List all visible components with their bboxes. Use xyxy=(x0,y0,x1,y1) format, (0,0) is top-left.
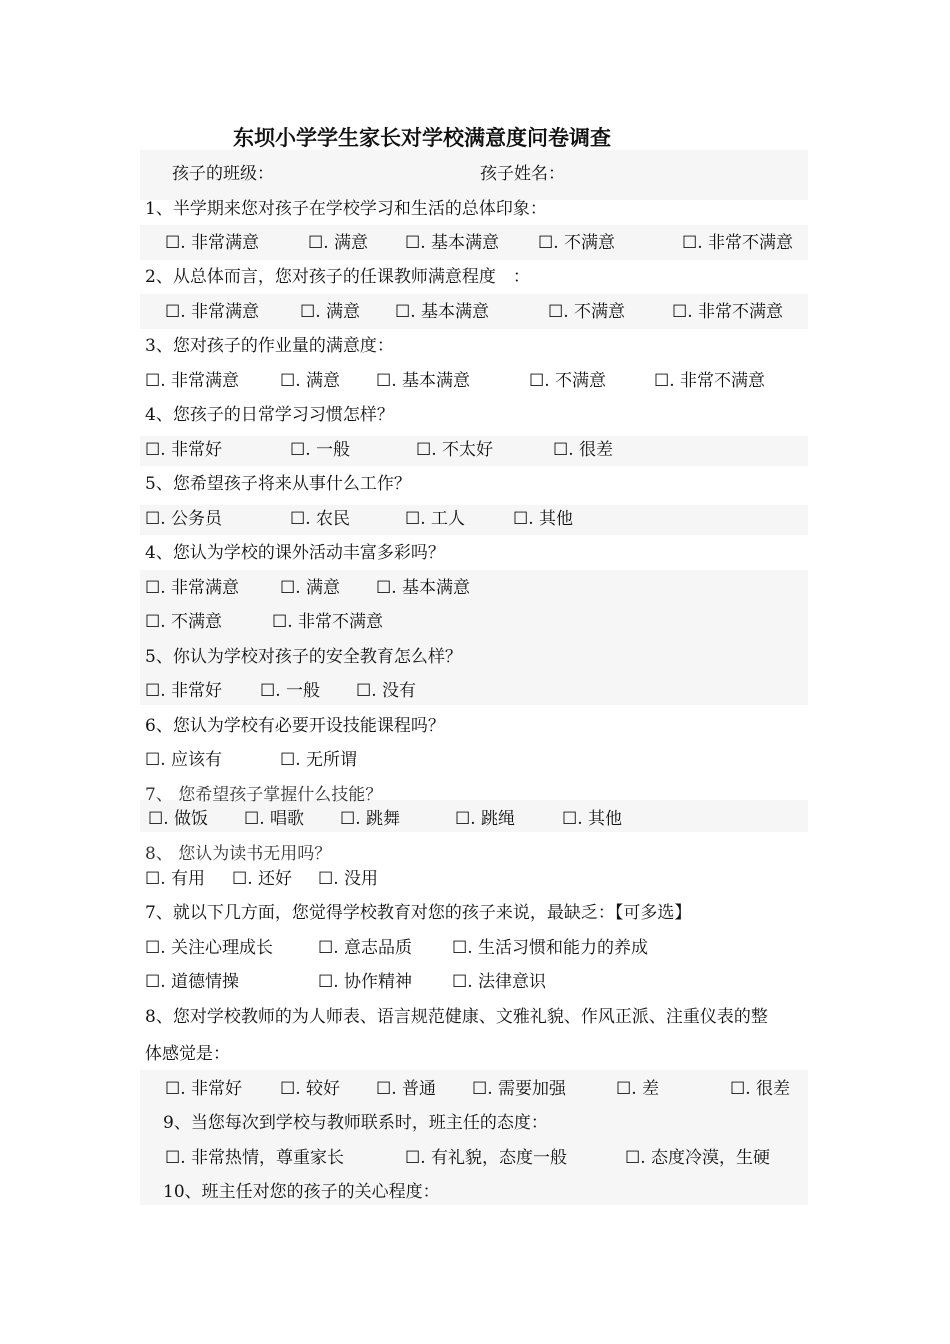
option-very-good[interactable]: ☐. 非常好 xyxy=(145,681,223,701)
option-basically-satisfied[interactable]: ☐. 基本满意 xyxy=(395,302,490,322)
option-very-good[interactable]: ☐. 非常好 xyxy=(165,1079,243,1099)
option-very-satisfied[interactable]: ☐. 非常满意 xyxy=(145,371,240,391)
option-satisfied[interactable]: ☐. 满意 xyxy=(308,233,369,253)
option-singing[interactable]: ☐. 唱歌 xyxy=(244,809,305,829)
option-good[interactable]: ☐. 较好 xyxy=(280,1079,341,1099)
option-satisfied[interactable]: ☐. 满意 xyxy=(280,578,341,598)
option-basically-satisfied[interactable]: ☐. 基本满意 xyxy=(376,371,471,391)
option-very-warm[interactable]: ☐. 非常热情，尊重家长 xyxy=(165,1148,345,1168)
question-11: 7、就以下几方面，您觉得学校教育对您的孩子来说，最缺乏：【可多选】 xyxy=(145,903,692,923)
background-band xyxy=(140,505,808,535)
option-satisfied[interactable]: ☐. 满意 xyxy=(300,302,361,322)
question-12-line1: 8、您对学校教师的为人师表、语言规范健康、文雅礼貌、作风正派、注重仪表的整 xyxy=(145,1007,768,1027)
option-very-satisfied[interactable]: ☐. 非常满意 xyxy=(145,578,240,598)
option-useless[interactable]: ☐. 没用 xyxy=(318,869,379,889)
option-unsatisfied[interactable]: ☐. 不满意 xyxy=(145,612,223,632)
option-farmer[interactable]: ☐. 农民 xyxy=(290,509,351,529)
option-cold[interactable]: ☐. 态度冷漠，生硬 xyxy=(625,1148,771,1168)
option-teamwork[interactable]: ☐. 协作精神 xyxy=(318,972,413,992)
option-civil-servant[interactable]: ☐. 公务员 xyxy=(145,509,223,529)
option-not-good[interactable]: ☐. 不太好 xyxy=(416,440,494,460)
option-very-good[interactable]: ☐. 非常好 xyxy=(145,440,223,460)
question-3: 3、您对孩子的作业量的满意度： xyxy=(145,336,394,356)
option-willpower[interactable]: ☐. 意志品质 xyxy=(318,938,413,958)
option-worker[interactable]: ☐. 工人 xyxy=(405,509,466,529)
name-label: 孩子姓名： xyxy=(480,164,565,184)
option-average[interactable]: ☐. 一般 xyxy=(290,440,351,460)
question-8: 6、您认为学校有必要开设技能课程吗？ xyxy=(145,716,445,736)
option-poor[interactable]: ☐. 差 xyxy=(616,1079,660,1099)
question-9: 7、 您希望孩子掌握什么技能？ xyxy=(145,785,383,805)
question-12-line2: 体感觉是： xyxy=(145,1044,230,1064)
option-none[interactable]: ☐. 没有 xyxy=(356,681,417,701)
option-very-satisfied[interactable]: ☐. 非常满意 xyxy=(165,302,260,322)
option-unsatisfied[interactable]: ☐. 不满意 xyxy=(538,233,616,253)
option-mental-growth[interactable]: ☐. 关注心理成长 xyxy=(145,938,274,958)
option-average[interactable]: ☐. 一般 xyxy=(260,681,321,701)
option-very-poor[interactable]: ☐. 很差 xyxy=(553,440,614,460)
option-okay[interactable]: ☐. 还好 xyxy=(232,869,293,889)
option-indifferent[interactable]: ☐. 无所谓 xyxy=(280,750,358,770)
option-other[interactable]: ☐. 其他 xyxy=(562,809,623,829)
option-very-poor[interactable]: ☐. 很差 xyxy=(730,1079,791,1099)
option-very-unsatisfied[interactable]: ☐. 非常不满意 xyxy=(682,233,794,253)
question-6: 4、您认为学校的课外活动丰富多彩吗？ xyxy=(145,543,445,563)
option-dancing[interactable]: ☐. 跳舞 xyxy=(340,809,401,829)
question-10: 8、 您认为读书无用吗？ xyxy=(145,844,332,864)
option-very-satisfied[interactable]: ☐. 非常满意 xyxy=(165,233,260,253)
option-very-unsatisfied[interactable]: ☐. 非常不满意 xyxy=(272,612,384,632)
option-ordinary[interactable]: ☐. 普通 xyxy=(376,1079,437,1099)
question-13: 9、当您每次到学校与教师联系时，班主任的态度： xyxy=(163,1113,548,1133)
option-rope-skipping[interactable]: ☐. 跳绳 xyxy=(455,809,516,829)
option-basically-satisfied[interactable]: ☐. 基本满意 xyxy=(405,233,500,253)
option-morality[interactable]: ☐. 道德情操 xyxy=(145,972,240,992)
option-cooking[interactable]: ☐. 做饭 xyxy=(148,809,209,829)
option-very-unsatisfied[interactable]: ☐. 非常不满意 xyxy=(654,371,766,391)
option-satisfied[interactable]: ☐. 满意 xyxy=(280,371,341,391)
question-14: 10、班主任对您的孩子的关心程度： xyxy=(163,1182,440,1202)
option-should-have[interactable]: ☐. 应该有 xyxy=(145,750,223,770)
option-useful[interactable]: ☐. 有用 xyxy=(145,869,206,889)
option-polite[interactable]: ☐. 有礼貌，态度一般 xyxy=(405,1148,568,1168)
option-very-unsatisfied[interactable]: ☐. 非常不满意 xyxy=(672,302,784,322)
option-unsatisfied[interactable]: ☐. 不满意 xyxy=(529,371,607,391)
option-needs-improvement[interactable]: ☐. 需要加强 xyxy=(472,1079,567,1099)
question-7: 5、你认为学校对孩子的安全教育怎么样？ xyxy=(145,647,462,667)
question-5: 5、您希望孩子将来从事什么工作？ xyxy=(145,474,411,494)
background-band xyxy=(140,570,808,705)
question-2: 2、从总体而言，您对孩子的任课教师满意程度 ： xyxy=(145,267,530,287)
page-title: 东坝小学学生家长对学校满意度问卷调查 xyxy=(233,125,611,150)
class-label: 孩子的班级： xyxy=(172,164,274,184)
option-basically-satisfied[interactable]: ☐. 基本满意 xyxy=(376,578,471,598)
question-4: 4、您孩子的日常学习习惯怎样？ xyxy=(145,405,394,425)
option-legal-awareness[interactable]: ☐. 法律意识 xyxy=(452,972,547,992)
option-unsatisfied[interactable]: ☐. 不满意 xyxy=(548,302,626,322)
option-other[interactable]: ☐. 其他 xyxy=(513,509,574,529)
option-life-habits[interactable]: ☐. 生活习惯和能力的养成 xyxy=(452,938,649,958)
question-1: 1、半学期来您对孩子在学校学习和生活的总体印象： xyxy=(145,199,547,219)
